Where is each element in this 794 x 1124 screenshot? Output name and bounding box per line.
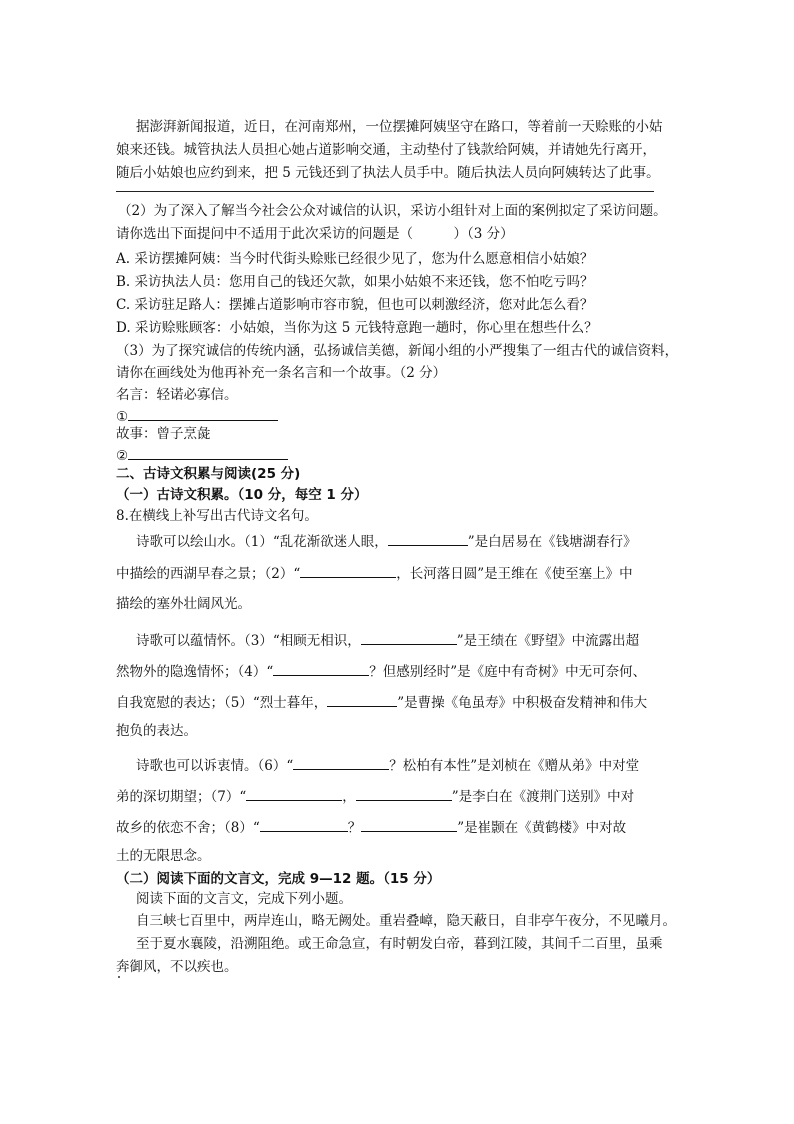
q3-story: 故事：曾子烹彘: [116, 426, 211, 442]
section-2-sub-2: （二）阅读下面的文言文，完成 9—12 题。（15 分）: [116, 871, 441, 887]
news-line-2: 娘来还钱。城管执法人员担心她占道影响交通，主动垫付了钱款给阿姨，并请她先行离开，: [116, 142, 656, 158]
poem-text: ”是王绩在《野望》中流露出超: [456, 633, 640, 649]
answer-blank-7a[interactable]: [246, 786, 342, 801]
q3-blank-2-line[interactable]: [128, 445, 288, 460]
news-line-1: 据澎湃新闻报道，近日，在河南郑州，一位摆摊阿姨坚守在路口，等着前一天赊账的小姑: [136, 119, 663, 135]
q2-line-2: 请你选出下面提问中不适用于此次采访的问题是（ ）（3 分）: [116, 226, 514, 242]
poem-text: ，长河落日圆”是王维在《使至塞上》中: [396, 566, 633, 582]
answer-blank-6[interactable]: [293, 755, 389, 770]
answer-blank-8b[interactable]: [361, 817, 457, 832]
poem-text: ”是李白在《渡荆门送别》中对: [451, 789, 635, 805]
poem-text: 诗歌可以蕴情怀。（3）“相顾无相识，: [136, 633, 361, 649]
poem-p3-line-4: 土的无限思念。: [116, 848, 211, 864]
section-2-sub-1: （一）古诗文积累。（10 分，每空 1 分）: [116, 487, 368, 503]
poem-p2-line-2: [116, 661, 646, 681]
answer-blank-4[interactable]: [273, 661, 369, 676]
poem-text: ？: [347, 820, 362, 836]
poem-p2-line-4: 抱负的表达。: [116, 723, 197, 739]
poem-text: 弟的深切期望；（7）“: [116, 789, 247, 805]
poem-p3-line-1: [136, 755, 639, 775]
q3-line-1: （3）为了探究诚信的传统内涵，弘扬诚信美德，新闻小组的小严搜集了一组古代的诚信资料，: [116, 343, 679, 359]
poem-text: ？松柏有本性”是刘桢在《赠从弟》中对堂: [389, 758, 640, 774]
q2-option-b: B. 采访执法人员：您用自己的钱还欠款，如果小姑娘不来还钱，您不怕吃亏吗？: [116, 274, 594, 290]
poem-p1-line-2: [116, 563, 633, 583]
q3-motto: 名言：轻诺必寡信。: [116, 387, 238, 403]
poem-text: 诗歌可以绘山水。（1）“乱花渐欲迷人眼，: [136, 534, 388, 550]
q3-blank-1-line[interactable]: [128, 406, 278, 421]
reading-text-line-3: 奔御风，不以疾也。: [116, 959, 238, 975]
q3-line-2: 请你在画线处为他再补充一条名言和一个故事。（2 分）: [116, 365, 447, 381]
poem-text: 然物外的隐逸情怀；（4）“: [116, 664, 274, 680]
q3-blank-1-number: ①: [116, 409, 129, 425]
poem-text: 自我宽慰的表达；（5）“烈士暮年，: [116, 695, 328, 711]
poem-text: ”是崔颢在《黄鹤楼》中对故: [457, 820, 627, 836]
reading-text-line-1: 自三峡七百里中，两岸连山，略无阙处。重岩叠嶂，隐天蔽日，自非亭午夜分，不见曦月。: [136, 913, 676, 929]
poem-p3-line-2: [116, 786, 634, 806]
stray-mark: [118, 976, 120, 978]
poem-p1-line-3: 描绘的塞外壮阔风光。: [116, 596, 251, 612]
q2-line-1: （2）为了深入了解当今社会公众对诚信的认识，采访小组针对上面的案例拟定了采访问题。: [118, 203, 667, 219]
q3-blank-2[interactable]: [116, 445, 288, 465]
section-2-title: 二、古诗文积累与阅读(25 分): [116, 466, 301, 482]
q2-option-c: C. 采访驻足路人：摆摊占道影响市容市貌，但也可以刺激经济，您对此怎么看？: [116, 297, 594, 313]
poem-text: ，: [342, 789, 356, 805]
answer-blank-8a[interactable]: [260, 817, 348, 832]
poem-text: 诗歌也可以诉衷情。（6）“: [136, 758, 294, 774]
q3-blank-2-number: ②: [116, 448, 129, 464]
news-line-3: 随后小姑娘也应约到来，把 5 元钱还到了执法人员手中。随后执法人员向阿姨转达了此事。: [116, 165, 660, 181]
poem-p2-line-3: [116, 692, 647, 712]
divider-line: [116, 191, 654, 192]
poem-p3-line-3: [116, 817, 626, 837]
poem-p2-line-1: [136, 630, 639, 650]
answer-blank-2[interactable]: [300, 563, 396, 578]
q3-blank-1[interactable]: [116, 406, 278, 426]
poem-text: ”是白居易在《钱塘湖春行》: [467, 534, 637, 550]
answer-blank-7b[interactable]: [356, 786, 452, 801]
q2-option-a: A. 采访摆摊阿姨：当今时代街头赊账已经很少见了，您为什么愿意相信小姑娘？: [116, 251, 594, 267]
answer-blank-1[interactable]: [388, 531, 468, 546]
poem-text: 中描绘的西湖早春之景；（2）“: [116, 566, 301, 582]
answer-blank-5[interactable]: [327, 692, 397, 707]
reading-intro: 阅读下面的文言文，完成下列小题。: [136, 891, 352, 907]
q8-instruction: 8.在横线上补写出古代诗文名句。: [116, 508, 318, 524]
answer-blank-3[interactable]: [361, 630, 457, 645]
poem-p1-line-1: [136, 531, 637, 551]
poem-text: ”是曹操《龟虽寿》中积极奋发精神和伟大: [397, 695, 648, 711]
poem-text: 故乡的依恋不舍；（8）“: [116, 820, 260, 836]
q2-option-d: D. 采访赊账顾客：小姑娘，当你为这 5 元钱特意跑一趟时，你心里在想些什么？: [116, 320, 598, 336]
reading-text-line-2: 至于夏水襄陵，沿溯阻绝。或王命急宣，有时朝发白帝，暮到江陵，其间千二百里，虽乘: [136, 936, 663, 952]
poem-text: ？但感别经时”是《庭中有奇树》中无可奈何、: [369, 664, 647, 680]
